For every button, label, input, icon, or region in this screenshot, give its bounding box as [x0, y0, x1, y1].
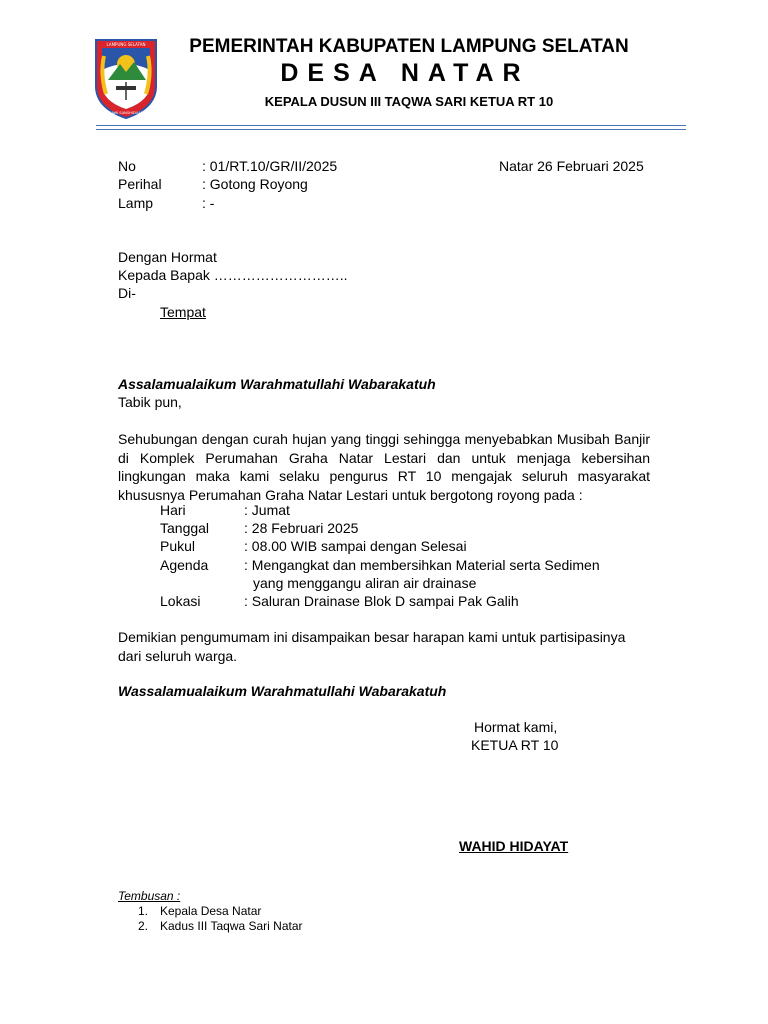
signature-position: KETUA RT 10: [471, 737, 559, 753]
paragraph-line: Sehubungan dengan curah hujan yang tinggi sehingga menyebabkan Musibah Banjir: [118, 431, 650, 447]
opening-salam: Assalamualaikum Warahmatullahi Wabarakatuh: [118, 376, 436, 392]
detail-value-pukul: : 08.00 WIB sampai dengan Selesai: [244, 538, 467, 554]
detail-value-hari: : Jumat: [244, 502, 290, 518]
tembusan-item-number: 2.: [138, 919, 149, 933]
subject-label: Perihal: [118, 176, 162, 192]
tembusan-title: Tembusan :: [118, 889, 181, 903]
letterhead-divider-top: [96, 125, 686, 126]
number-value: : 01/RT.10/GR/II/2025: [202, 158, 338, 174]
closing-line: dari seluruh warga.: [118, 648, 238, 664]
letterhead-divider-bottom: [96, 129, 686, 130]
tembusan-item-number: 1.: [138, 904, 149, 918]
paragraph-line: khususnya Perumahan Graha Natar Lestari untuk bergotong royong pada :: [118, 486, 583, 503]
letterhead-subtitle: KEPALA DUSUN III TAQWA SARI KETUA RT 10: [264, 94, 554, 109]
letterhead-government-title: PEMERINTAH KABUPATEN LAMPUNG SELATAN: [189, 36, 629, 57]
detail-label-pukul: Pukul: [160, 538, 196, 554]
greeting: Dengan Hormat: [118, 249, 217, 265]
letterhead-village-name: DESA NATAR: [280, 59, 530, 87]
place-date: Natar 26 Februari 2025: [499, 158, 644, 174]
tabik-pun: Tabik pun,: [118, 394, 182, 410]
closing-salam: Wassalamualaikum Warahmatullahi Wabarakatuh: [118, 683, 447, 699]
attachment-value: : -: [202, 195, 215, 211]
paragraph-line: lingkungan maka kami selaku pengurus RT 10 mengajak seluruh masyarakat: [118, 468, 650, 484]
subject-value: : Gotong Royong: [202, 176, 308, 192]
detail-value-lokasi: : Saluran Drainase Blok D sampai Pak Galih: [244, 593, 519, 609]
closing-line: Demikian pengumumam ini disampaikan besar harapan kami untuk partisipasinya: [118, 629, 626, 645]
detail-label-tanggal: Tanggal: [160, 520, 210, 536]
signature-regards: Hormat kami,: [474, 719, 558, 735]
svg-text:GAWI SANGHIDUAN: GAWI SANGHIDUAN: [108, 111, 144, 115]
svg-text:LAMPUNG SELATAN: LAMPUNG SELATAN: [106, 42, 146, 47]
detail-value-agenda: : Mengangkat dan membersihkan Material serta Sedimen: [244, 557, 600, 573]
number-label: No: [118, 158, 136, 174]
attachment-label: Lamp: [118, 195, 154, 211]
detail-label-lokasi: Lokasi: [160, 593, 201, 609]
detail-label-hari: Hari: [160, 502, 186, 518]
tembusan-item-text: Kepala Desa Natar: [160, 904, 262, 918]
recipient: Kepada Bapak ………………………..: [118, 267, 348, 283]
detail-value-tanggal: : 28 Februari 2025: [244, 520, 359, 536]
paragraph-line: di Komplek Perumahan Graha Natar Lestari dan untuk menjaga kebersihan: [118, 449, 650, 466]
recipient-di: Di-: [118, 285, 136, 301]
recipient-place: Tempat: [160, 304, 206, 320]
signature-name: WAHID HIDAYAT: [459, 838, 569, 854]
detail-label-agenda: Agenda: [160, 557, 209, 573]
tembusan-item-text: Kadus III Taqwa Sari Natar: [160, 919, 303, 933]
main-paragraph: [118, 430, 650, 504]
detail-value-agenda-continued: yang menggangu aliran air drainase: [253, 575, 477, 591]
